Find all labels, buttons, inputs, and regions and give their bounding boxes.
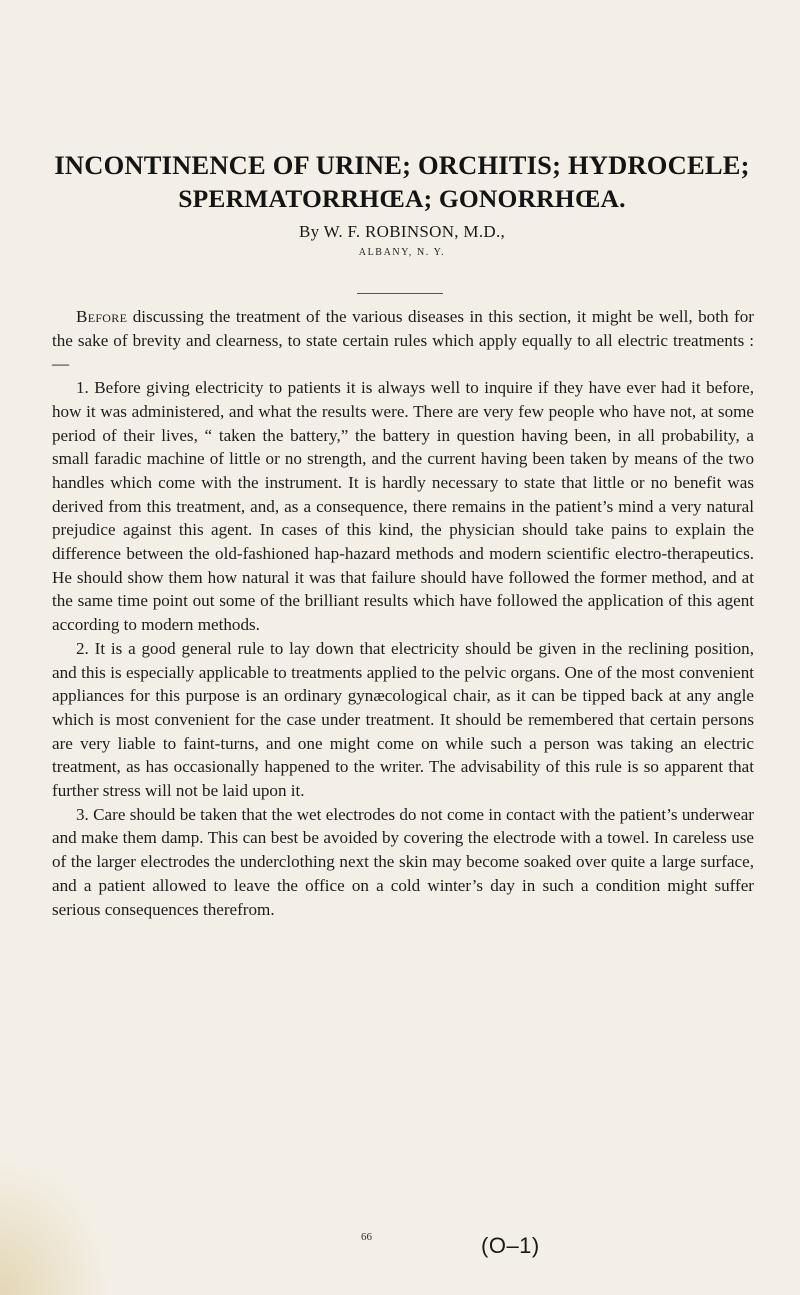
rule-3-paragraph: 3. Care should be taken that the wet electrodes do not come in contact with the patient’s underwear and make them damp. This can best be avoided by covering the electrode with a towel. In careless use of the larger electrodes the underclothing next the skin may become soaked over quite a large surface, and a patient allowed to leave the office on a cold winter’s day in such a condition might suffer serious consequences therefrom. (52, 804, 754, 919)
article-body (52, 305, 754, 921)
page-number: 66 (361, 1231, 372, 1243)
rule-2-paragraph: 2. It is a good general rule to lay down that electricity should be given in the reclining position, and this is especially applicable to treatments applied to the pelvic organs. One of the most convenient appliances for this purpose is an ordinary gynæcological chair, as it can be tipped back at any angle which is most convenient for the case under treatment. It should be remembered that certain persons are very liable to faint-turns, and one might come on while such a person was taking an electric treatment, as has occasionally happened to the writer. The advisability of this rule is so apparent that further stress will not be laid upon it. (52, 638, 754, 801)
author-byline: By W. F. ROBINSON, M.D., (298, 222, 506, 241)
intro-lead-word: Before (76, 307, 128, 326)
intro-text: discussing the treatment of the various diseases in this section, it might be well, both for the sake of brevity and clearness, to state certain rules which apply equally to all electric treatments :— (52, 307, 754, 374)
intro-paragraph (52, 305, 754, 376)
article-title-line-2: SPERMATORRHŒA; GONORRHŒA. (178, 184, 626, 213)
paper-stain (0, 1160, 110, 1295)
rule-1-paragraph: 1. Before giving electricity to patients it is always well to inquire if they have ever had it before, how it was administered, and what the results were. There are very few people who have not, at some period of their lives, “ taken the battery,” the battery in question having been, in all probability, a small faradic machine of little or no strength, and the current having been taken by means of the two handles which come with the instrument. It is hardly necessary to state that little or no benefit was derived from this treatment, and, as a consequence, there remains in the patient’s mind a very natural prejudice against this agent. In cases of this kind, the physician should take pains to explain the difference between the old-fashioned hap-hazard methods and modern scientific electro-therapeutics. He should show them how natural it was that failure should have followed the former method, and at the same time point out some of the brilliant results which have followed the application of this agent according to modern methods. (52, 378, 754, 635)
article-title-line-1: INCONTINENCE OF URINE; ORCHITIS; HYDROCELE; (54, 150, 750, 180)
author-location: ALBANY, N. Y. (358, 247, 446, 258)
signature-mark: (O–1) (481, 1233, 540, 1258)
title-divider (357, 293, 443, 294)
